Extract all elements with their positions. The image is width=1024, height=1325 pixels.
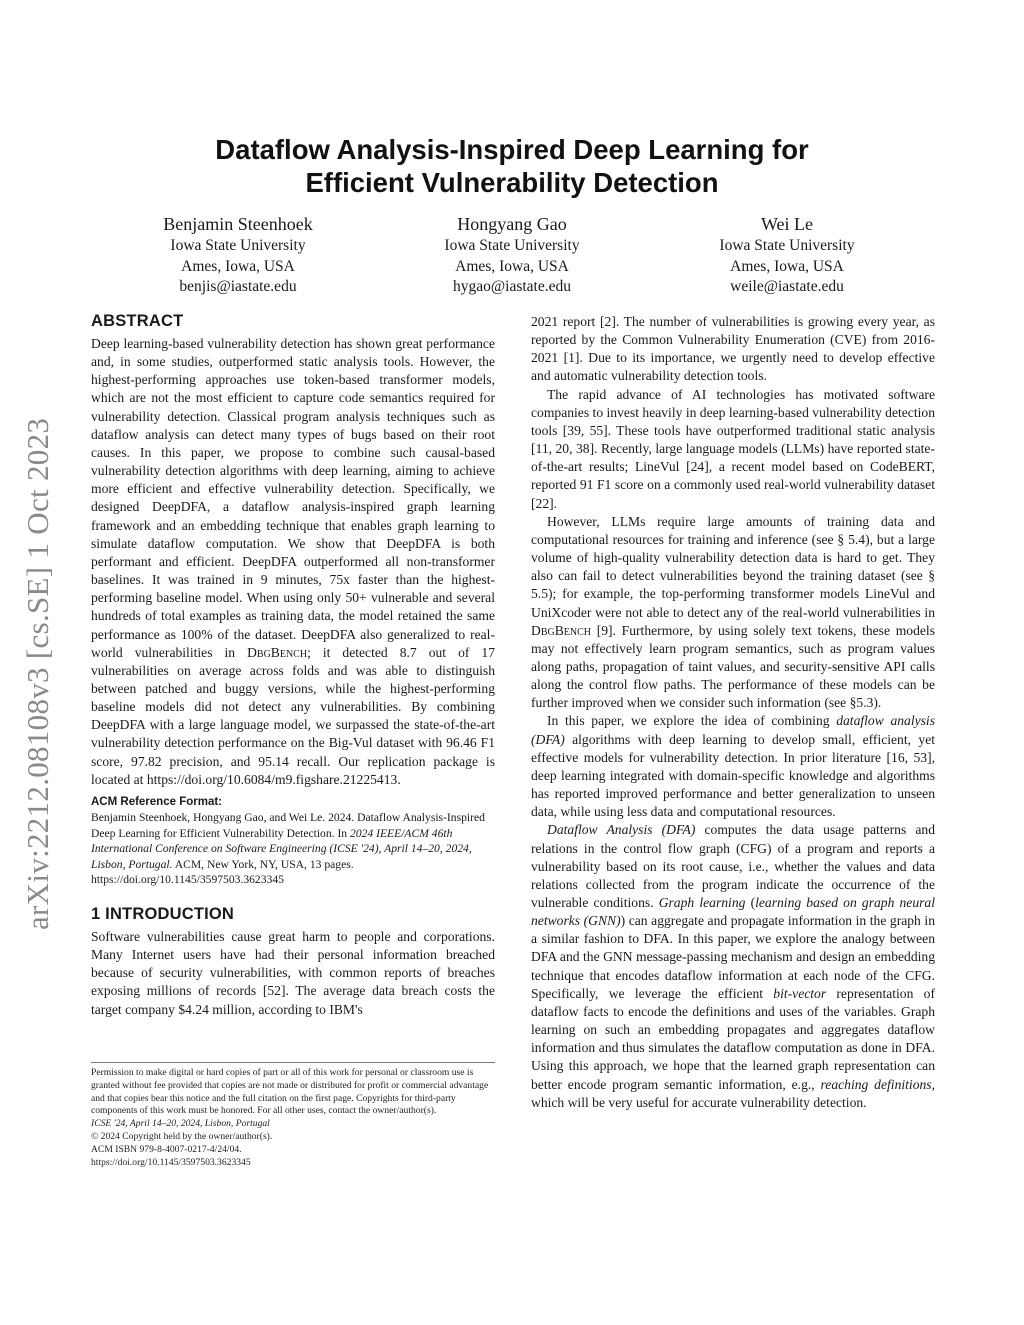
footnote-copyright: © 2024 Copyright held by the owner/author(s).: [91, 1130, 273, 1142]
author-name: Benjamin Steenhoek: [163, 214, 313, 234]
author-location: Ames, Iowa, USA: [181, 257, 295, 275]
author-name: Hongyang Gao: [457, 214, 567, 234]
author-affiliation: Iowa State University: [719, 237, 855, 254]
intro-paragraph-4: In this paper, we explore the idea of combining dataflow analysis (DFA) algorithms with deep learning to develop small, efficient, yet effective models for vulnerability detection. In prior literature [16, 53], deep learning integrated with domain-specific knowledge and algorithms has reported improved performance and better generalization to unseen data, while using less data and computational resources.: [531, 713, 935, 820]
acm-reference: [91, 794, 495, 888]
acm-reference-text: Benjamin Steenhoek, Hongyang Gao, and Wei Le. 2024. Dataflow Analysis-Inspired Deep Learning for Efficient Vulnerability Detection. In 2024 IEEE/ACM 46th International Conference on Software Engineering (ICSE '24), April 14–20, 2024, Lisbon, Portugal. ACM, New York, NY, USA, 13 pages. https://doi.org/10.1145/3597503.3623345: [91, 810, 485, 887]
author-name: Wei Le: [760, 214, 814, 234]
intro-paragraph-5: Dataflow Analysis (DFA) computes the data usage patterns and relations in the control flow graph (CFG) of a program and reports a vulnerability based on its root cause, i.e., whether the values and data relations collected from the program indicate the occurrence of the vulnerable conditions. Graph learning (learning based on graph neural networks (GNN)) can aggregate and propagate information in the graph in a similar fashion to DFA. In this paper, we explore the analogy between DFA and the GNN message-passing mechanism and design an embedding technique that encodes dataflow information at each node of the CFG. Specifically, we leverage the efficient bit-vector representation of dataflow facts to encode the definitions and uses of the variables. Graph learning on such an embedding propagates and aggregates dataflow information and thus simulates the dataflow computation as done in DFA. Using this approach, we hope that the learned graph representation can better encode program semantic information, e.g., reaching definitions, which will be very useful for accurate vulnerability detection.: [531, 822, 936, 1110]
intro-paragraph-1: Software vulnerabilities cause great harm to people and corporations. Many Internet users have had their personal information breached because of security vulnerabilities, with common reports of breaches exposing millions of records [52]. The average data breach costs the target company $4.24 million, according to IBM's: [91, 928, 495, 1017]
right-column: [531, 313, 935, 1112]
author-1: [98, 212, 378, 298]
dbgbench-term: DbgBench: [531, 622, 591, 638]
intro-paragraph-2: The rapid advance of AI technologies has motivated software companies to invest heavily in deep learning-based vulnerability detection tools [39, 55]. These tools have outperformed traditional static analysis [11, 20, 38]. Recently, large language models (LLMs) have reported state-of-the-art results; LineVul [24], a recent model based on CodeBERT, reported 91 F1 score on a commonly used real-world vulnerability dataset [22].: [531, 386, 935, 511]
permission-footnote: [91, 1062, 495, 1169]
author-email[interactable]: hygao@iastate.edu: [453, 278, 571, 295]
title-line-1: Dataflow Analysis-Inspired Deep Learning for: [215, 134, 809, 165]
author-email[interactable]: weile@iastate.edu: [730, 278, 844, 295]
author-affiliation: Iowa State University: [444, 237, 580, 254]
left-column: [91, 311, 495, 1019]
author-affiliation: Iowa State University: [170, 237, 306, 254]
paper-title: [100, 133, 924, 199]
author-3: [647, 212, 927, 298]
introduction-heading: 1 INTRODUCTION: [91, 904, 235, 923]
acm-reference-heading: ACM Reference Format:: [91, 795, 222, 808]
permission-text: Permission to make digital or hard copies of part or all of this work for personal or classroom use is granted without fee provided that copies are not made or distributed for profit or commercial advantage and that copies bear this notice and the full citation on the first page. Copyrights for third-party components of this work must be honored. For all other uses, contact the owner/author(s).: [91, 1067, 489, 1117]
author-2: [372, 212, 652, 298]
dbgbench-term: DbgBench: [247, 644, 308, 660]
arxiv-identifier: arXiv:2212.08108v3 [cs.SE] 1 Oct 2023: [20, 417, 55, 930]
author-location: Ames, Iowa, USA: [455, 257, 569, 275]
abstract-text: Deep learning-based vulnerability detection has shown great performance and, in some studies, outperformed static analysis tools. However, the highest-performing approaches use token-based transformer models, which are not the most efficient to capture code semantics required for vulnerability detection. Classical program analysis techniques such as dataflow analysis can detect many types of bugs based on their root causes. In this paper, we propose to combine such causal-based vulnerability detection algorithms with deep learning, aiming to achieve more efficient and effective vulnerability detection. Specifically, we designed DeepDFA, a dataflow analysis-inspired graph learning framework and an embedding technique that enables graph learning to simulate dataflow computation. We show that DeepDFA is both performant and efficient. DeepDFA outperformed all non-transformer baselines. It was trained in 9 minutes, 75x faster than the highest-performing baseline model. When using only 50+ vulnerable and several hundreds of total examples as training data, the model retained the same performance as 100% of the dataset. DeepDFA also generalized to real-world vulnerabilities in DbgBench; it detected 8.7 out of 17 vulnerabilities on average across folds and was able to distinguish between patched and buggy versions, while the highest-performing baseline models did not detect any vulnerabilities. By combining DeepDFA with a large language model, we surpassed the state-of-the-art vulnerability detection performance on the Big-Vul dataset with 96.46 F1 score, 97.82 precision, and 95.14 recall. Our replication package is located at https://doi.org/10.6084/m9.figshare.21225413.: [91, 336, 495, 787]
intro-paragraph-3: However, LLMs require large amounts of training data and computational resources for training and inference (see § 5.4), but a large volume of high-quality vulnerability detection data is hard to get. They also can fail to detect vulnerabilities beyond the training dataset (see § 5.5); for example, the top-performing transformer models LineVul and UniXcoder were not able to detect any of the real-world vulnerabilities in DbgBench [9]. Furthermore, by using solely text tokens, these models may not effectively learn program semantics, such as program values along paths, propagation of taint values, and security-sensitive API calls along the control flow paths. The performance of these models can be further improved when we consider such information (see §5.3).: [531, 513, 935, 711]
abstract-heading: ABSTRACT: [91, 312, 184, 330]
title-line-2: Efficient Vulnerability Detection: [305, 167, 719, 198]
footnote-venue: ICSE '24, April 14–20, 2024, Lisbon, Portugal: [91, 1118, 270, 1130]
footnote-isbn: ACM ISBN 979-8-4007-0217-4/24/04.: [91, 1143, 242, 1155]
intro-paragraph-1-continued: 2021 report [2]. The number of vulnerabilities is growing every year, as reported by the Common Vulnerability Enumeration (CVE) from 2016-2021 [1]. Due to its importance, we urgently need to develop effective and automatic vulnerability detection tools.: [531, 314, 935, 384]
author-location: Ames, Iowa, USA: [730, 257, 844, 275]
footnote-doi[interactable]: https://doi.org/10.1145/3597503.3623345: [91, 1156, 251, 1168]
author-email[interactable]: benjis@iastate.edu: [179, 278, 297, 295]
